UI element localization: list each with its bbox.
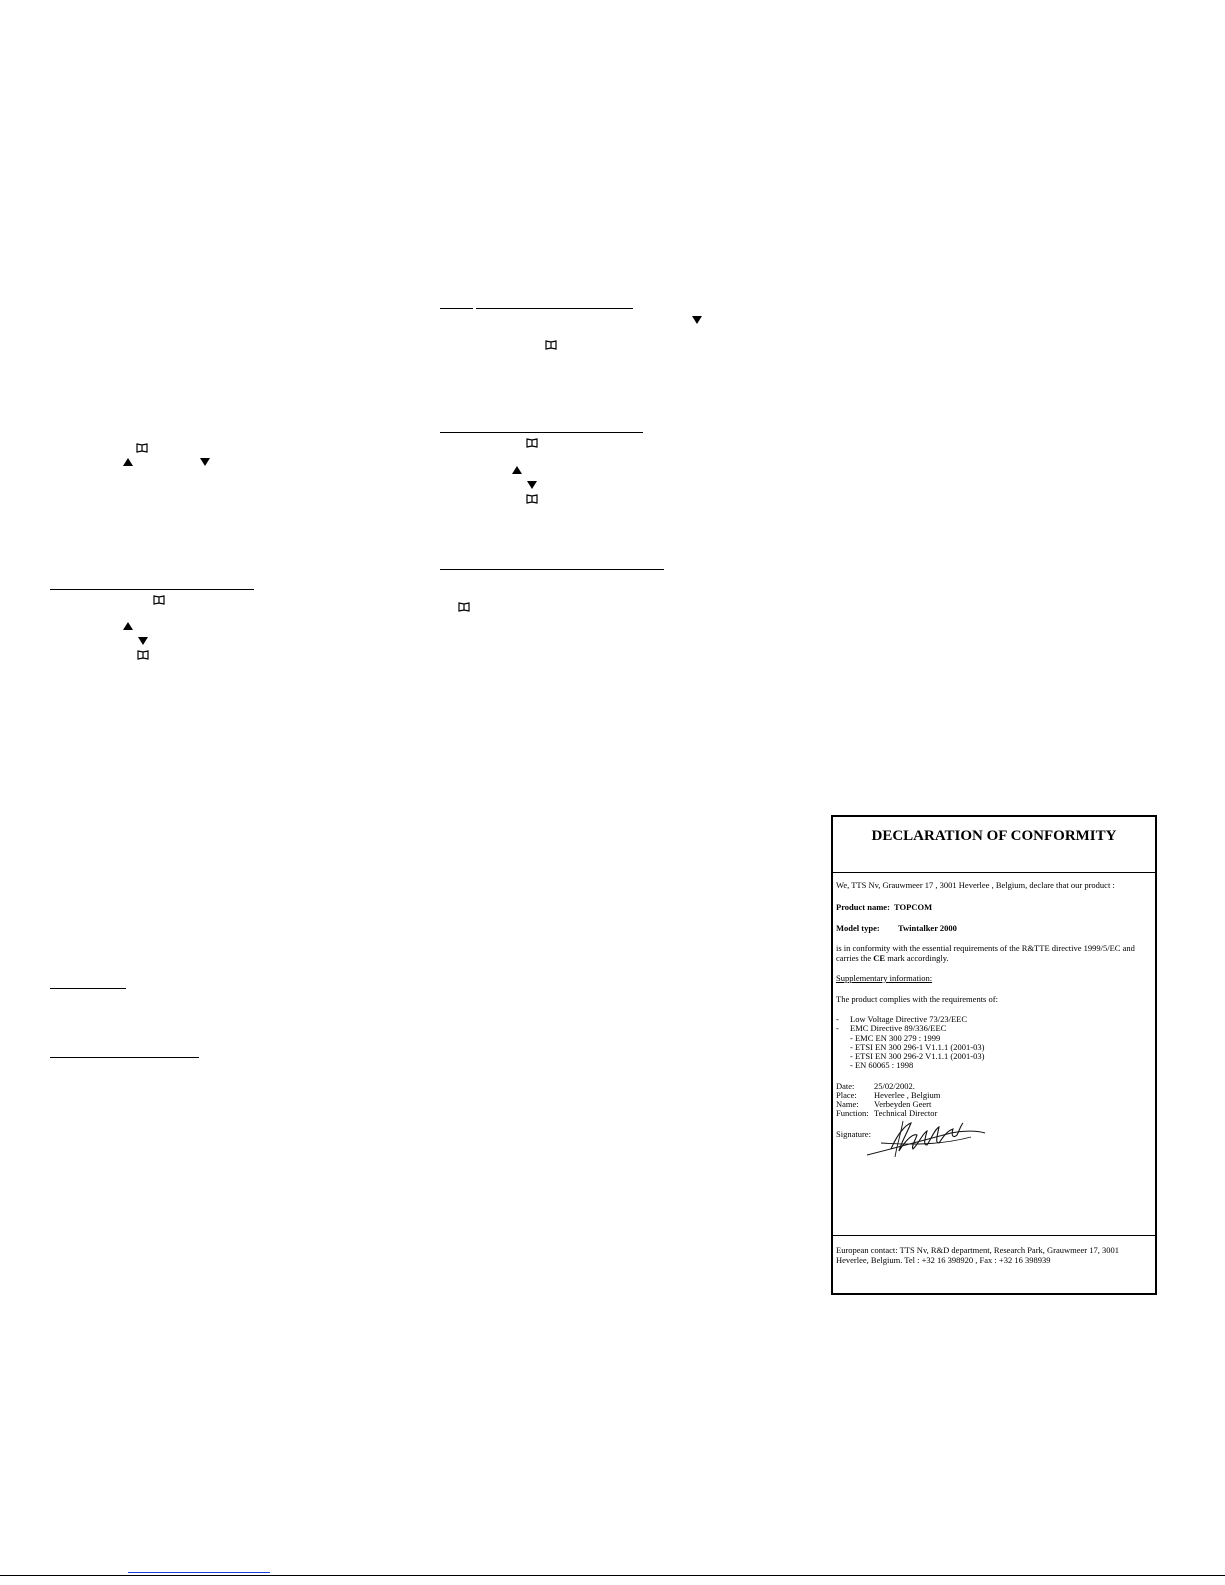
triangle-up-icon [123,458,133,466]
requirement-text: EMC Directive 89/336/EEC [850,1023,947,1033]
product-name-row [836,903,1152,913]
place-label: Place: [836,1090,857,1100]
conformity-text: mark accordingly. [887,953,949,963]
declaration-title: DECLARATION OF CONFORMITY [833,817,1155,873]
section-rule [440,432,643,433]
product-name-label: Product name: [836,902,890,912]
contact-line: European contact: TTS Nv, R&D department, Research Park, Grauwmeer 17, 3001 [836,1245,1120,1255]
section-rule [440,308,473,309]
declaration-of-conformity [831,815,1157,1295]
signature-image [861,1115,991,1161]
book-icon [458,602,470,612]
model-type-row [836,924,1152,934]
section-rule [50,988,126,989]
book-icon [153,595,165,605]
standard-item: - ETSI EN 300 296-1 V1.1.1 (2001-03) [850,1042,985,1052]
standard-item: - EN 60065 : 1998 [850,1060,914,1070]
section-rule [50,589,254,590]
product-name-value: TOPCOM [894,902,933,912]
conformity-line-2 [836,954,1152,964]
contact-line: Heverlee, Belgium. Tel : +32 16 398920 , Fax : +32 16 398939 [836,1254,1051,1265]
name-label: Name: [836,1099,859,1109]
book-icon [136,443,148,453]
book-icon [137,650,149,660]
european-contact [833,1235,1155,1295]
triangle-down-icon [527,481,537,489]
complies-text: The product complies with the requirements of: [836,994,998,1004]
book-icon [526,494,538,504]
standard-item: - EMC EN 300 279 : 1999 [850,1033,941,1043]
conformity-text: carries the [836,953,872,963]
place-value: Heverlee , Belgium [874,1090,941,1100]
ce-mark: CE [873,953,886,963]
triangle-down-icon [692,316,702,324]
supplementary-heading: Supplementary information: [836,973,933,983]
page-bottom-rule [0,1575,1225,1576]
signature-label: Signature: [836,1129,871,1139]
link-underline [128,1572,270,1573]
date-value: 25/02/2002. [874,1081,915,1091]
section-rule [50,1057,199,1058]
standard-item: - ETSI EN 300 296-2 V1.1.1 (2001-03) [850,1051,985,1061]
triangle-up-icon [123,622,133,630]
conformity-line-1: is in conformity with the essential requirements of the R&TTE directive 1999/5/EC and [836,943,1135,953]
list-dash: - [836,1023,839,1033]
triangle-down-icon [138,637,148,645]
name-value: Verbeyden Geert [874,1099,932,1109]
date-label: Date: [836,1081,855,1091]
declaration-intro: We, TTS Nv, Grauwmeer 17 , 3001 Heverlee , Belgium, declare that our product : [836,880,1115,890]
book-icon [545,340,557,350]
requirement-text: Low Voltage Directive 73/23/EEC [850,1014,968,1024]
function-label: Function: [836,1108,869,1118]
section-rule [476,308,633,309]
book-icon [526,438,538,448]
triangle-down-icon [200,458,210,466]
section-rule [440,569,664,570]
function-value: Technical Director [874,1108,938,1118]
model-type-label: Model type: [836,923,880,933]
triangle-up-icon [512,466,522,474]
list-dash: - [836,1014,839,1024]
model-type-value: Twintalker 2000 [897,923,957,933]
